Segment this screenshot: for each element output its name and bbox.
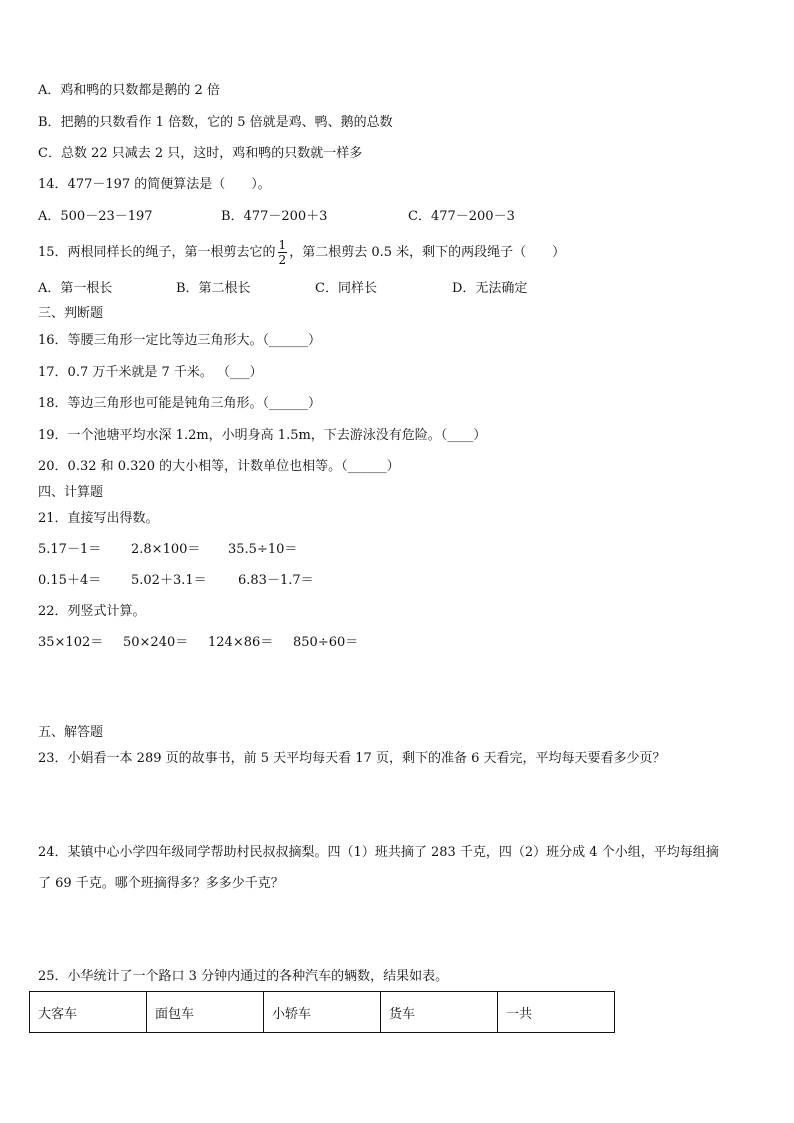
q23-question: 23．小娟看一本 289 页的故事书，前 5 天平均每天看 17 页，剩下的准备 6 天看完，平均每天要看多少页？ (38, 751, 666, 766)
section-4-heading: 四、计算题 (38, 485, 104, 500)
judge-item-17: 17．0.7 万千米就是 7 千米。 （___） (38, 365, 263, 380)
q15-fraction (278, 238, 288, 267)
q22-title: 22．列竖式计算。 (38, 604, 146, 619)
q21-expr-5: 5.02＋3.1＝ (131, 573, 207, 588)
q21-expr-3: 35.5÷10＝ (228, 542, 298, 557)
q22-expr-1: 35×102＝ (38, 635, 104, 650)
q14-question: 14．477－197 的简便算法是（ ）。 (38, 177, 271, 192)
q14-option-a: A．500－23－197 (38, 209, 153, 224)
q21-expr-2: 2.8×100＝ (131, 542, 201, 557)
q24-line-2: 了 69 千克。哪个班摘得多？多多少千克？ (38, 876, 284, 891)
q15-option-c: C．同样长 (315, 281, 377, 296)
q13-option-b: B．把鹅的只数看作 1 倍数，它的 5 倍就是鸡、鸭、鹅的总数 (38, 115, 393, 130)
table-cell-van: 面包车 (147, 992, 264, 1033)
q21-expr-6: 6.83－1.7＝ (238, 573, 314, 588)
q15-option-a: A．第一根长 (38, 281, 113, 296)
q22-expr-2: 50×240＝ (123, 635, 189, 650)
q25-question: 25．小华统计了一个路口 3 分钟内通过的各种汽车的辆数，结果如表。 (38, 969, 449, 984)
judge-item-16: 16．等腰三角形一定比等边三角形大。（______） (38, 333, 322, 348)
table-cell-total: 一共 (498, 992, 615, 1033)
q15-suffix: ，第二根剪去 0.5 米，剩下的两段绳子（ ） (289, 245, 566, 260)
q21-expr-4: 0.15＋4＝ (38, 573, 102, 588)
judge-item-19: 19．一个池塘平均水深 1.2m，小明身高 1.5m，下去游泳没有危险。（____） (38, 428, 487, 443)
vehicle-count-table (29, 991, 615, 1033)
judge-item-20: 20．0.32 和 0.320 的大小相等，计数单位也相等。（______） (38, 459, 400, 474)
q14-option-c: C．477－200－3 (408, 209, 515, 224)
q22-expr-3: 124×86＝ (208, 635, 274, 650)
table-cell-bus: 大客车 (30, 992, 147, 1033)
q15-frac-num: 1 (278, 238, 287, 252)
q13-option-a: A．鸡和鸭的只数都是鹅的 2 倍 (38, 83, 220, 98)
judge-item-18: 18．等边三角形也可能是钝角三角形。（______） (38, 396, 322, 411)
q22-expr-4: 850÷60＝ (293, 635, 359, 650)
q15-frac-den: 2 (278, 253, 287, 267)
section-5-heading: 五、解答题 (38, 725, 104, 740)
table-cell-car: 小轿车 (264, 992, 381, 1033)
section-3-heading: 三、判断题 (38, 306, 104, 321)
q15-prefix: 15．两根同样长的绳子，第一根剪去它的 (38, 245, 276, 260)
q15-option-d: D．无法确定 (452, 281, 528, 296)
q24-line-1: 24．某镇中心小学四年级同学帮助村民叔叔摘梨。四（1）班共摘了 283 千克，四（2）班分成 4 个小组，平均每组摘 (38, 845, 719, 860)
q15-question (38, 236, 565, 270)
q14-option-b: B．477－200＋3 (221, 209, 328, 224)
table-row (30, 992, 615, 1033)
table-cell-truck: 货车 (381, 992, 498, 1033)
q15-option-b: B．第二根长 (176, 281, 251, 296)
q13-option-c: C．总数 22 只减去 2 只，这时，鸡和鸭的只数就一样多 (38, 146, 363, 161)
q21-expr-1: 5.17－1＝ (38, 542, 102, 557)
q21-title: 21．直接写出得数。 (38, 511, 159, 526)
